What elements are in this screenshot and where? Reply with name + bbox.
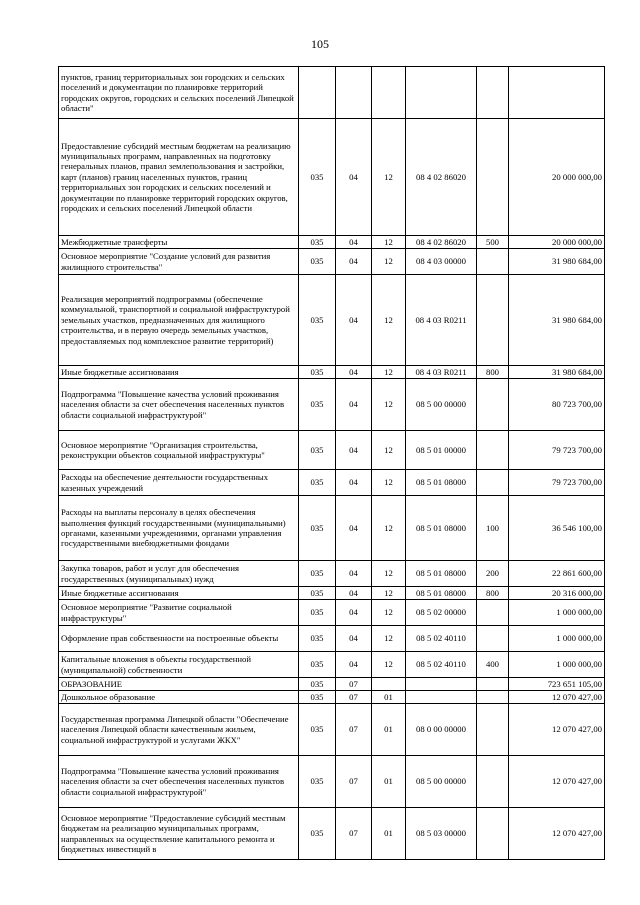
ministry-code-cell: 035 (299, 600, 336, 626)
target-article-cell (406, 67, 477, 119)
subsection-code-cell: 12 (372, 249, 406, 275)
table-row (59, 249, 605, 275)
subsection-code-cell: 12 (372, 379, 406, 431)
expense-type-cell: 500 (477, 236, 509, 249)
ministry-code-cell (299, 67, 336, 119)
expense-type-cell (477, 249, 509, 275)
section-code-cell: 04 (336, 470, 372, 496)
row-name-cell: ОБРАЗОВАНИЕ (59, 678, 299, 691)
row-name-cell: Реализация мероприятий подпрограммы (обеспечение коммунальной, транспортной и социальной инфраструктурой земельных участков, предназначенных для жилищного строительства, и в первую очередь земельных участков, предоставляемых под комплексное развитие территорий) (59, 275, 299, 366)
page-number: 105 (311, 37, 329, 51)
subsection-code-cell: 01 (372, 691, 406, 704)
budget-table (58, 66, 605, 860)
amount-cell: 12 070 427,00 (509, 691, 605, 704)
expense-type-cell (477, 275, 509, 366)
section-code-cell: 04 (336, 431, 372, 470)
target-article-cell: 08 5 01 08000 (406, 470, 477, 496)
row-name-cell: Капитальные вложения в объекты государственной (муниципальной) собственности (59, 652, 299, 678)
expense-type-cell (477, 678, 509, 691)
row-name-cell: Оформление прав собственности на построенные объекты (59, 626, 299, 652)
target-article-cell (406, 678, 477, 691)
target-article-cell: 08 5 03 00000 (406, 808, 477, 860)
target-article-cell: 08 4 02 86020 (406, 119, 477, 236)
table-row (59, 431, 605, 470)
row-name-cell: Межбюджетные трансферты (59, 236, 299, 249)
target-article-cell: 08 5 00 00000 (406, 756, 477, 808)
ministry-code-cell: 035 (299, 275, 336, 366)
section-code-cell: 04 (336, 587, 372, 600)
expense-type-cell (477, 600, 509, 626)
subsection-code-cell: 01 (372, 808, 406, 860)
amount-cell: 1 000 000,00 (509, 600, 605, 626)
table-row (59, 470, 605, 496)
table-row (59, 67, 605, 119)
table-row (59, 587, 605, 600)
ministry-code-cell: 035 (299, 119, 336, 236)
amount-cell: 79 723 700,00 (509, 431, 605, 470)
row-name-cell: Основное мероприятие "Создание условий для развития жилищного строительства" (59, 249, 299, 275)
expense-type-cell: 200 (477, 561, 509, 587)
amount-cell (509, 67, 605, 119)
expense-type-cell: 400 (477, 652, 509, 678)
target-article-cell: 08 4 03 R0211 (406, 366, 477, 379)
subsection-code-cell: 12 (372, 626, 406, 652)
subsection-code-cell: 12 (372, 496, 406, 561)
table-row (59, 379, 605, 431)
section-code-cell: 04 (336, 600, 372, 626)
ministry-code-cell: 035 (299, 587, 336, 600)
amount-cell: 12 070 427,00 (509, 704, 605, 756)
table-row (59, 678, 605, 691)
table-row (59, 756, 605, 808)
expense-type-cell (477, 431, 509, 470)
expense-type-cell (477, 470, 509, 496)
table-row (59, 561, 605, 587)
amount-cell: 12 070 427,00 (509, 756, 605, 808)
ministry-code-cell: 035 (299, 470, 336, 496)
row-name-cell: Предоставление субсидий местным бюджетам на реализацию муниципальных программ, направленных на подготовку генеральных планов, правил землепользования и застройки, карт (планов) границ населенных пунктов, границ территориальных зон городских и сельских поселений и документации по планировке территорий городских округов, городских и сельских поселений Липецкой области (59, 119, 299, 236)
table-row (59, 275, 605, 366)
ministry-code-cell: 035 (299, 379, 336, 431)
row-name-cell: Иные бюджетные ассигнования (59, 587, 299, 600)
amount-cell: 20 000 000,00 (509, 236, 605, 249)
target-article-cell: 08 5 01 08000 (406, 561, 477, 587)
section-code-cell: 04 (336, 496, 372, 561)
budget-table-body (59, 67, 605, 860)
subsection-code-cell (372, 678, 406, 691)
ministry-code-cell: 035 (299, 691, 336, 704)
target-article-cell: 08 4 03 00000 (406, 249, 477, 275)
ministry-code-cell: 035 (299, 366, 336, 379)
expense-type-cell (477, 626, 509, 652)
table-row (59, 808, 605, 860)
section-code-cell: 07 (336, 678, 372, 691)
ministry-code-cell: 035 (299, 808, 336, 860)
table-row (59, 119, 605, 236)
row-name-cell: Закупка товаров, работ и услуг для обеспечения государственных (муниципальных) нужд (59, 561, 299, 587)
ministry-code-cell: 035 (299, 704, 336, 756)
target-article-cell: 08 5 00 00000 (406, 379, 477, 431)
ministry-code-cell: 035 (299, 431, 336, 470)
subsection-code-cell: 12 (372, 652, 406, 678)
table-row (59, 691, 605, 704)
amount-cell: 20 000 000,00 (509, 119, 605, 236)
amount-cell: 12 070 427,00 (509, 808, 605, 860)
ministry-code-cell: 035 (299, 236, 336, 249)
target-article-cell: 08 5 02 40110 (406, 652, 477, 678)
amount-cell: 1 000 000,00 (509, 626, 605, 652)
amount-cell: 723 651 105,00 (509, 678, 605, 691)
amount-cell: 31 980 684,00 (509, 249, 605, 275)
target-article-cell: 08 0 00 00000 (406, 704, 477, 756)
target-article-cell (406, 691, 477, 704)
section-code-cell: 04 (336, 652, 372, 678)
subsection-code-cell: 12 (372, 236, 406, 249)
subsection-code-cell: 01 (372, 756, 406, 808)
target-article-cell: 08 4 03 R0211 (406, 275, 477, 366)
section-code-cell: 04 (336, 275, 372, 366)
subsection-code-cell: 12 (372, 561, 406, 587)
subsection-code-cell: 12 (372, 431, 406, 470)
ministry-code-cell: 035 (299, 249, 336, 275)
target-article-cell: 08 5 02 00000 (406, 600, 477, 626)
expense-type-cell (477, 808, 509, 860)
amount-cell: 20 316 000,00 (509, 587, 605, 600)
expense-type-cell (477, 704, 509, 756)
section-code-cell: 04 (336, 236, 372, 249)
table-row (59, 496, 605, 561)
row-name-cell: Государственная программа Липецкой области "Обеспечение населения Липецкой области качественным жильем, социальной инфраструктурой и услугами ЖКХ" (59, 704, 299, 756)
target-article-cell: 08 5 02 40110 (406, 626, 477, 652)
row-name-cell: Подпрограмма "Повышение качества условий проживания населения области за счет обеспечения населенных пунктов области социальной инфраструктурой" (59, 379, 299, 431)
expense-type-cell (477, 119, 509, 236)
subsection-code-cell (372, 67, 406, 119)
expense-type-cell: 100 (477, 496, 509, 561)
section-code-cell: 07 (336, 691, 372, 704)
row-name-cell: Основное мероприятие "Предоставление субсидий местным бюджетам на реализацию муниципальных программ, направленных на осуществление капитального ремонта и бюджетных инвестиций в (59, 808, 299, 860)
table-row (59, 366, 605, 379)
expense-type-cell: 800 (477, 366, 509, 379)
row-name-cell: Основное мероприятие "Развитие социальной инфраструктуры" (59, 600, 299, 626)
ministry-code-cell: 035 (299, 756, 336, 808)
target-article-cell: 08 4 02 86020 (406, 236, 477, 249)
ministry-code-cell: 035 (299, 678, 336, 691)
subsection-code-cell: 12 (372, 275, 406, 366)
section-code-cell: 07 (336, 808, 372, 860)
expense-type-cell (477, 691, 509, 704)
ministry-code-cell: 035 (299, 496, 336, 561)
table-row (59, 652, 605, 678)
section-code-cell: 07 (336, 704, 372, 756)
table-row (59, 704, 605, 756)
amount-cell: 31 980 684,00 (509, 275, 605, 366)
section-code-cell: 04 (336, 561, 372, 587)
section-code-cell (336, 67, 372, 119)
table-row (59, 626, 605, 652)
row-name-cell: Расходы на выплаты персоналу в целях обеспечения выполнения функций государственными (муниципальными) органами, казенными учреждениями, органами управления государственными внебюджетными фондами (59, 496, 299, 561)
table-row (59, 236, 605, 249)
section-code-cell: 07 (336, 756, 372, 808)
ministry-code-cell: 035 (299, 652, 336, 678)
amount-cell: 80 723 700,00 (509, 379, 605, 431)
section-code-cell: 04 (336, 119, 372, 236)
row-name-cell: Иные бюджетные ассигнования (59, 366, 299, 379)
row-name-cell: Дошкольное образование (59, 691, 299, 704)
section-code-cell: 04 (336, 626, 372, 652)
target-article-cell: 08 5 01 08000 (406, 587, 477, 600)
section-code-cell: 04 (336, 366, 372, 379)
section-code-cell: 04 (336, 249, 372, 275)
amount-cell: 79 723 700,00 (509, 470, 605, 496)
expense-type-cell (477, 756, 509, 808)
amount-cell: 1 000 000,00 (509, 652, 605, 678)
row-name-cell: Расходы на обеспечение деятельности государственных казенных учреждений (59, 470, 299, 496)
subsection-code-cell: 12 (372, 470, 406, 496)
amount-cell: 31 980 684,00 (509, 366, 605, 379)
row-name-cell: Основное мероприятие "Организация строительства, реконструкции объектов социальной инфраструктуры" (59, 431, 299, 470)
subsection-code-cell: 12 (372, 366, 406, 379)
amount-cell: 22 861 600,00 (509, 561, 605, 587)
section-code-cell: 04 (336, 379, 372, 431)
subsection-code-cell: 01 (372, 704, 406, 756)
subsection-code-cell: 12 (372, 587, 406, 600)
table-row (59, 600, 605, 626)
expense-type-cell: 800 (477, 587, 509, 600)
amount-cell: 36 546 100,00 (509, 496, 605, 561)
expense-type-cell (477, 67, 509, 119)
target-article-cell: 08 5 01 08000 (406, 496, 477, 561)
ministry-code-cell: 035 (299, 561, 336, 587)
row-name-cell: Подпрограмма "Повышение качества условий проживания населения области за счет обеспечения населенных пунктов области социальной инфраструктурой" (59, 756, 299, 808)
row-name-cell: пунктов, границ территориальных зон городских и сельских поселений и документации по планировке территорий городских округов, городских и сельских поселений Липецкой области" (59, 67, 299, 119)
target-article-cell: 08 5 01 00000 (406, 431, 477, 470)
expense-type-cell (477, 379, 509, 431)
ministry-code-cell: 035 (299, 626, 336, 652)
subsection-code-cell: 12 (372, 119, 406, 236)
subsection-code-cell: 12 (372, 600, 406, 626)
